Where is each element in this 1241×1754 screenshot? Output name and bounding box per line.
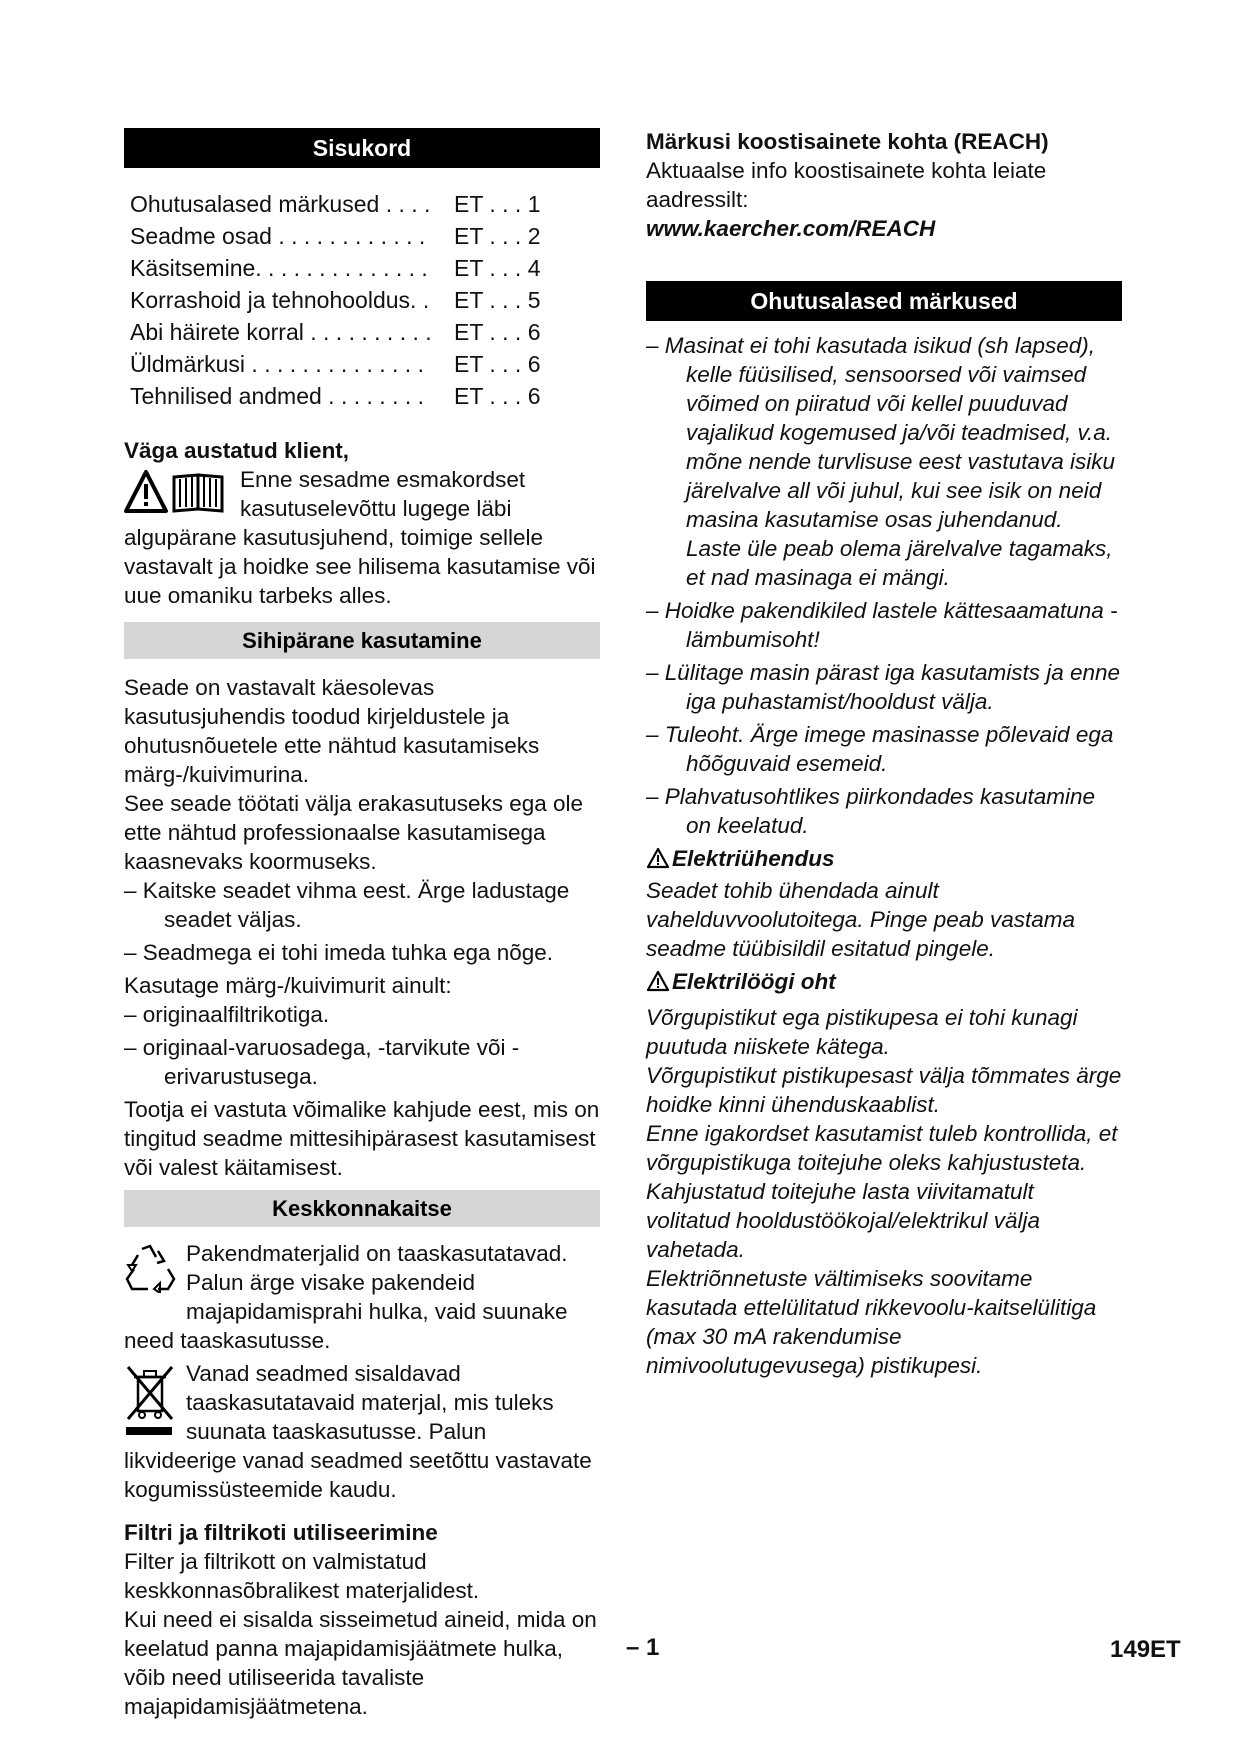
intended-use-heading: Sihipärane kasutamine [124,622,600,659]
environment-heading: Keskkonnakaitse [124,1190,600,1227]
toc-item-title: Üldmärkusi [130,351,246,377]
shock-heading-text: Elektrilöögi oht [672,969,836,994]
toc-item[interactable] [130,380,550,412]
electrical-heading-text: Elektriühendus [672,846,835,871]
toc-item-title: Tehnilised andmed [130,383,322,409]
safety-item: – Plahvatusohtlikes piirkondades kasutamine on keelatud. [646,784,1096,838]
safety-item: – Lülitage masin pärast iga kasutamists ja enne iga puhastamist/hooldust välja. [646,660,1121,714]
intended-use-p3: Kasutage märg-/kuivimurit ainult: [124,973,452,998]
toc-item-dots: . . . . . . . . . . . . . . [245,351,424,377]
intended-use-dash3: – originaalfiltrikotiga. [124,1002,330,1027]
toc-item-title: Abi häirete korral [130,319,304,345]
toc-item-dots: . . . . . . . . . . . . [271,223,426,249]
right-column [646,127,1122,1380]
greeting: Väga austatud klient, [124,438,350,463]
warning-icon [646,847,670,876]
filter-p1: Filter ja filtrikott on valmistatud keskkonnasõbralikest materjalidest. [124,1549,480,1603]
shock-p1: Võrgupistikut ega pistikupesa ei tohi kunagi puutuda niiskete kätega. [646,1005,1078,1059]
recycling-text: Pakendmaterjalid on taaskasutatavad. Palun ärge visake pakendeid majapidamisprahi hulka, vaid suunake need taaskasutusse. [124,1241,568,1353]
toc-item[interactable] [130,316,550,348]
toc-item[interactable] [130,252,550,284]
toc-item-ref: ET . . . 1 [454,191,541,217]
left-column [124,128,600,1721]
toc-item-ref: ET . . . 6 [454,319,541,345]
crossed-bin-icon [124,1363,176,1446]
toc-item-dots: . . . . . . . . [321,383,425,409]
recycling-block [124,1239,600,1355]
intended-use-p1: Seade on vastavalt käesolevas kasutusjuhendis toodud kirjeldustele ja ohutusnõuetele ette nähtud kasutamiseks märg-/kuivimurina. [124,675,540,787]
page-number: – 1 [626,1634,660,1661]
safety-item: – Masinat ei tohi kasutada isikud (sh lapsed), kelle füüsilised, sensoorsed või vaimsed võimed on piiratud või kellel puuduvad vajalikud kogemused ja/või teadmised, v.a. mõne nende turvlisuse eest vastutava isiku järelvalve all või juhul, kui see isik on neid masina kasutamise osas juhendanud. Laste üle peab olema järelvalve tagamaks, et nad masinaga ei mängi. [646,333,1115,590]
toc-item[interactable] [130,188,550,220]
reach-heading: Märkusi koostisainete kohta (REACH) [646,129,1049,154]
intended-use-p4: Tootja ei vastuta võimalike kahjude eest, mis on tingitud seadme mittesihipärasest kasutamisest või valest käitamisest. [124,1097,600,1180]
electrical-text: Seadet tohib ühendada ainult vahelduvvoolutoitega. Pinge peab vastama seadme tüübisildil esitatud pingele. [646,878,1076,961]
page-code: 149ET [1110,1636,1181,1663]
shock-p3: Enne igakordset kasutamist tuleb kontrollida, et võrgupistikuga toitejuhe oleks kahjustusteta. Kahjustatud toitejuhe lasta viivitamatult volitatud hooldustöökojal/elektrikul välja vahetada. [646,1121,1118,1262]
toc-item-dots: . . . . . . . . . . [303,319,432,345]
safety-item: – Hoidke pakendikiled lastele kättesaamatuna - lämbumisoht! [646,598,1118,652]
shock-heading [646,967,1122,999]
toc-item-title: Seadme osad [130,223,272,249]
weee-block [124,1359,600,1504]
toc-item-dots: . . . . . . . . . . . . . . [255,255,428,281]
intended-use-dash4: – originaal-varuosadega, -tarvikute või -erivarustusega. [124,1035,520,1089]
electrical-heading [646,844,1122,876]
toc-item[interactable] [130,220,550,252]
toc-item-ref: ET . . . 5 [454,287,541,313]
safety-heading: Ohutusalased märkused [646,281,1122,321]
recycling-icon [124,1243,176,1300]
toc-item-ref: ET . . . 2 [454,223,541,249]
toc-item-ref: ET . . . 6 [454,351,541,377]
filter-heading: Filtri ja filtrikoti utiliseerimine [124,1520,438,1545]
filter-p2: Kui need ei sisalda sisseimetud aineid, mida on keelatud panna majapidamisjäätmete hulka, võib need utiliseerida tavaliste majapidamisjäätmetena. [124,1607,597,1719]
weee-text: Vanad seadmed sisaldavad taaskasutatavaid materjal, mis tuleks suunata taaskasutusse. Palun likvideerige vanad seadmed seetõttu vastavate kogumissüsteemide kaudu. [124,1361,592,1502]
toc-item-title: Käsitsemine [130,255,256,281]
toc-item[interactable] [130,284,550,316]
toc-item-title: Korrashoid ja tehnohooldus [130,287,411,313]
table-of-contents [124,188,550,412]
toc-item-ref: ET . . . 4 [454,255,541,281]
toc-item-ref: ET . . . 6 [454,383,541,409]
intro-text: Enne sesadme esmakordset kasutuselevõttu lugege läbi algupärane kasutusjuhend, toimige sellele vastavalt ja hoidke see hilisema kasutamise või uue omaniku tarbeks alles. [124,467,596,608]
toc-item-dots: . . [410,287,430,313]
intended-use-dash2: – Seadmega ei tohi imeda tuhka ega nõge. [124,940,554,965]
toc-item-dots: . . . . [379,191,431,217]
shock-p4: Elektriõnnetuste vältimiseks soovitame kasutada ettelülitatud rikkevoolu-kaitselülitiga (max 30 mA rakendumise nimivoolutugevusega) pistikupesi. [646,1266,1097,1378]
safety-list [646,331,1122,840]
warning-icon [646,970,670,999]
toc-item-title: Ohutusalased märkused [130,191,380,217]
intended-use-dash1: – Kaitske seadet vihma eest. Ärge ladustage seadet väljas. [124,878,570,932]
reach-text: Aktuaalse info koostisainete kohta leiate aadressilt: [646,158,1047,212]
reach-url[interactable]: www.kaercher.com/REACH [646,216,936,241]
toc-heading: Sisukord [124,128,600,168]
warning-manual-icon [124,469,230,522]
toc-item[interactable] [130,348,550,380]
intro-block [124,465,600,610]
shock-p2: Võrgupistikut pistikupesast välja tõmmates ärge hoidke kinni ühenduskaablist. [646,1063,1122,1117]
intended-use-p2: See seade töötati välja erakasutuseks ega ole ette nähtud professionaalse kasutamisega kaasnevaks koormuseks. [124,791,584,874]
safety-item: – Tuleoht. Ärge imege masinasse põlevaid ega hõõguvaid esemeid. [646,722,1114,776]
